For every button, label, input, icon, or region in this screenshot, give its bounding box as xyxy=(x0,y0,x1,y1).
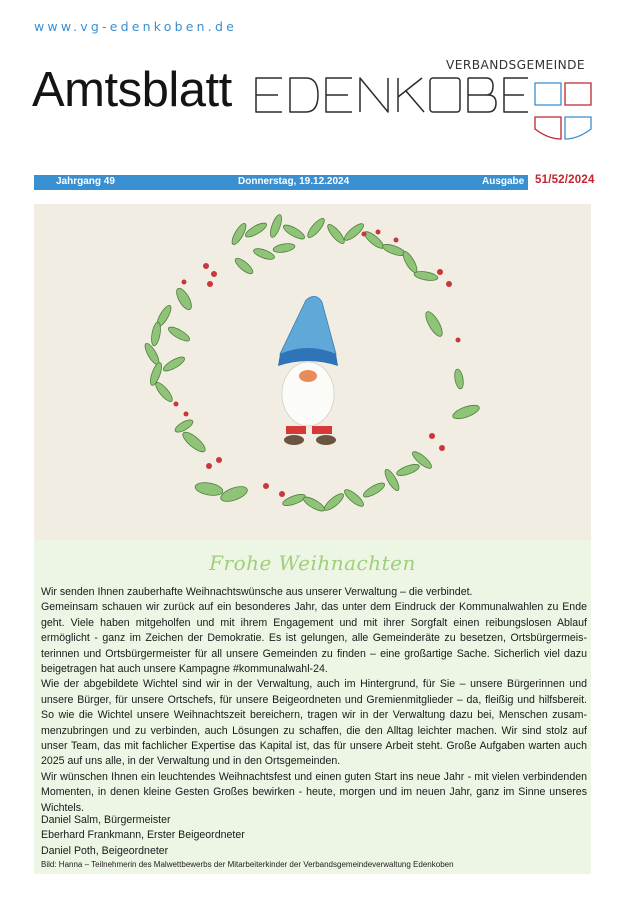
signature-block xyxy=(41,813,245,859)
christmas-gnome-wreath-illustration xyxy=(34,204,591,540)
issue-info-bar xyxy=(34,175,528,190)
article-paragraph: Wie der abgebildete Wichtel sind wir in der Verwaltung, auch im Hintergrund, für Sie – unsere Bürgerinnen und unsere Bürger, für unsere Ortschefs, für unsere Beigeordneten und Gremienmitglieder – da, fleißig und hilfsbereit. So wie die Wichtel unsere Weihnachtszeit bereichern, tragen wir in der Verwaltung dazu bei, Menschen zusammenzubringen und zu verbinden, auch Lösungen zu schaffen, die den Alltag leichter machen. Wir sind stolz auf unser Team, das mit fachlicher Expertise das Kapital ist, das für unsere Arbeit steht. Große Aufgaben warten auch 2025 auf uns alle, in der Verwaltung und in den Ortsgemeinden. xyxy=(41,678,587,768)
article-paragraph: Wir wünschen Ihnen ein leuchtendes Weihnachtsfest und einen guten Start ins neue Jahr - mit vielen verbindenden Momenten, in denen kleine Gesten Großes bewirken - heute, morgen und im neuen Jahr, ganz im Sinne unseres Wichtels. xyxy=(41,770,587,814)
coat-of-arms-icon xyxy=(533,79,593,151)
volume-label: Jahrgang 49 xyxy=(56,176,115,187)
issue-number: 51/52/2024 xyxy=(535,174,595,186)
signature-line: Eberhard Frankmann, Erster Beigeordneter xyxy=(41,829,245,842)
article-paragraph: Gemeinsam schauen wir zurück auf ein besonderes Jahr, das unter dem Eindruck der Kommunalwahlen zu Ende geht. Viele haben mitgeholfen und mit ihrem Engagement und mit ihrer Sorgfalt einen reibungslosen Ablauf ermöglicht - ganz im Zeichen der Demokratie. Es ist gelungen, alle Gemeinderäte zu besetzen, Ortsbürgermeisterinnen und Ortsbürgermeister für all unsere Gemeinden zu finden – eine großartige Sache. Sicherlich viel dazu beigetragen hat auch unsere Kampagne #kommunalwahl-24. xyxy=(41,601,587,676)
website-url[interactable]: www.vg-edenkoben.de xyxy=(34,19,237,34)
article-body xyxy=(41,585,587,816)
signature-line: Daniel Poth, Beigeordneter xyxy=(41,844,169,857)
org-label-small: VERBANDSGEMEINDE xyxy=(446,58,585,72)
article-heading: Frohe Weihnachten xyxy=(209,551,416,575)
article-paragraph: Wir senden Ihnen zauberhafte Weihnachtswünsche aus unserer Verwaltung – die verbindet. xyxy=(41,586,473,598)
edenkoben-wordmark xyxy=(252,75,532,115)
issue-date: Donnerstag, 19.12.2024 xyxy=(238,176,350,187)
publication-title: Amtsblatt xyxy=(32,63,232,117)
signature-line: Daniel Salm, Bürgermeister xyxy=(41,814,171,826)
image-caption: Bild: Hanna – Teilnehmerin des Malwettbewerbs der Mitarbeiterkinder der Verbandsgemeindeverwaltung Edenkoben xyxy=(41,860,454,869)
edition-label: Ausgabe xyxy=(482,176,525,187)
